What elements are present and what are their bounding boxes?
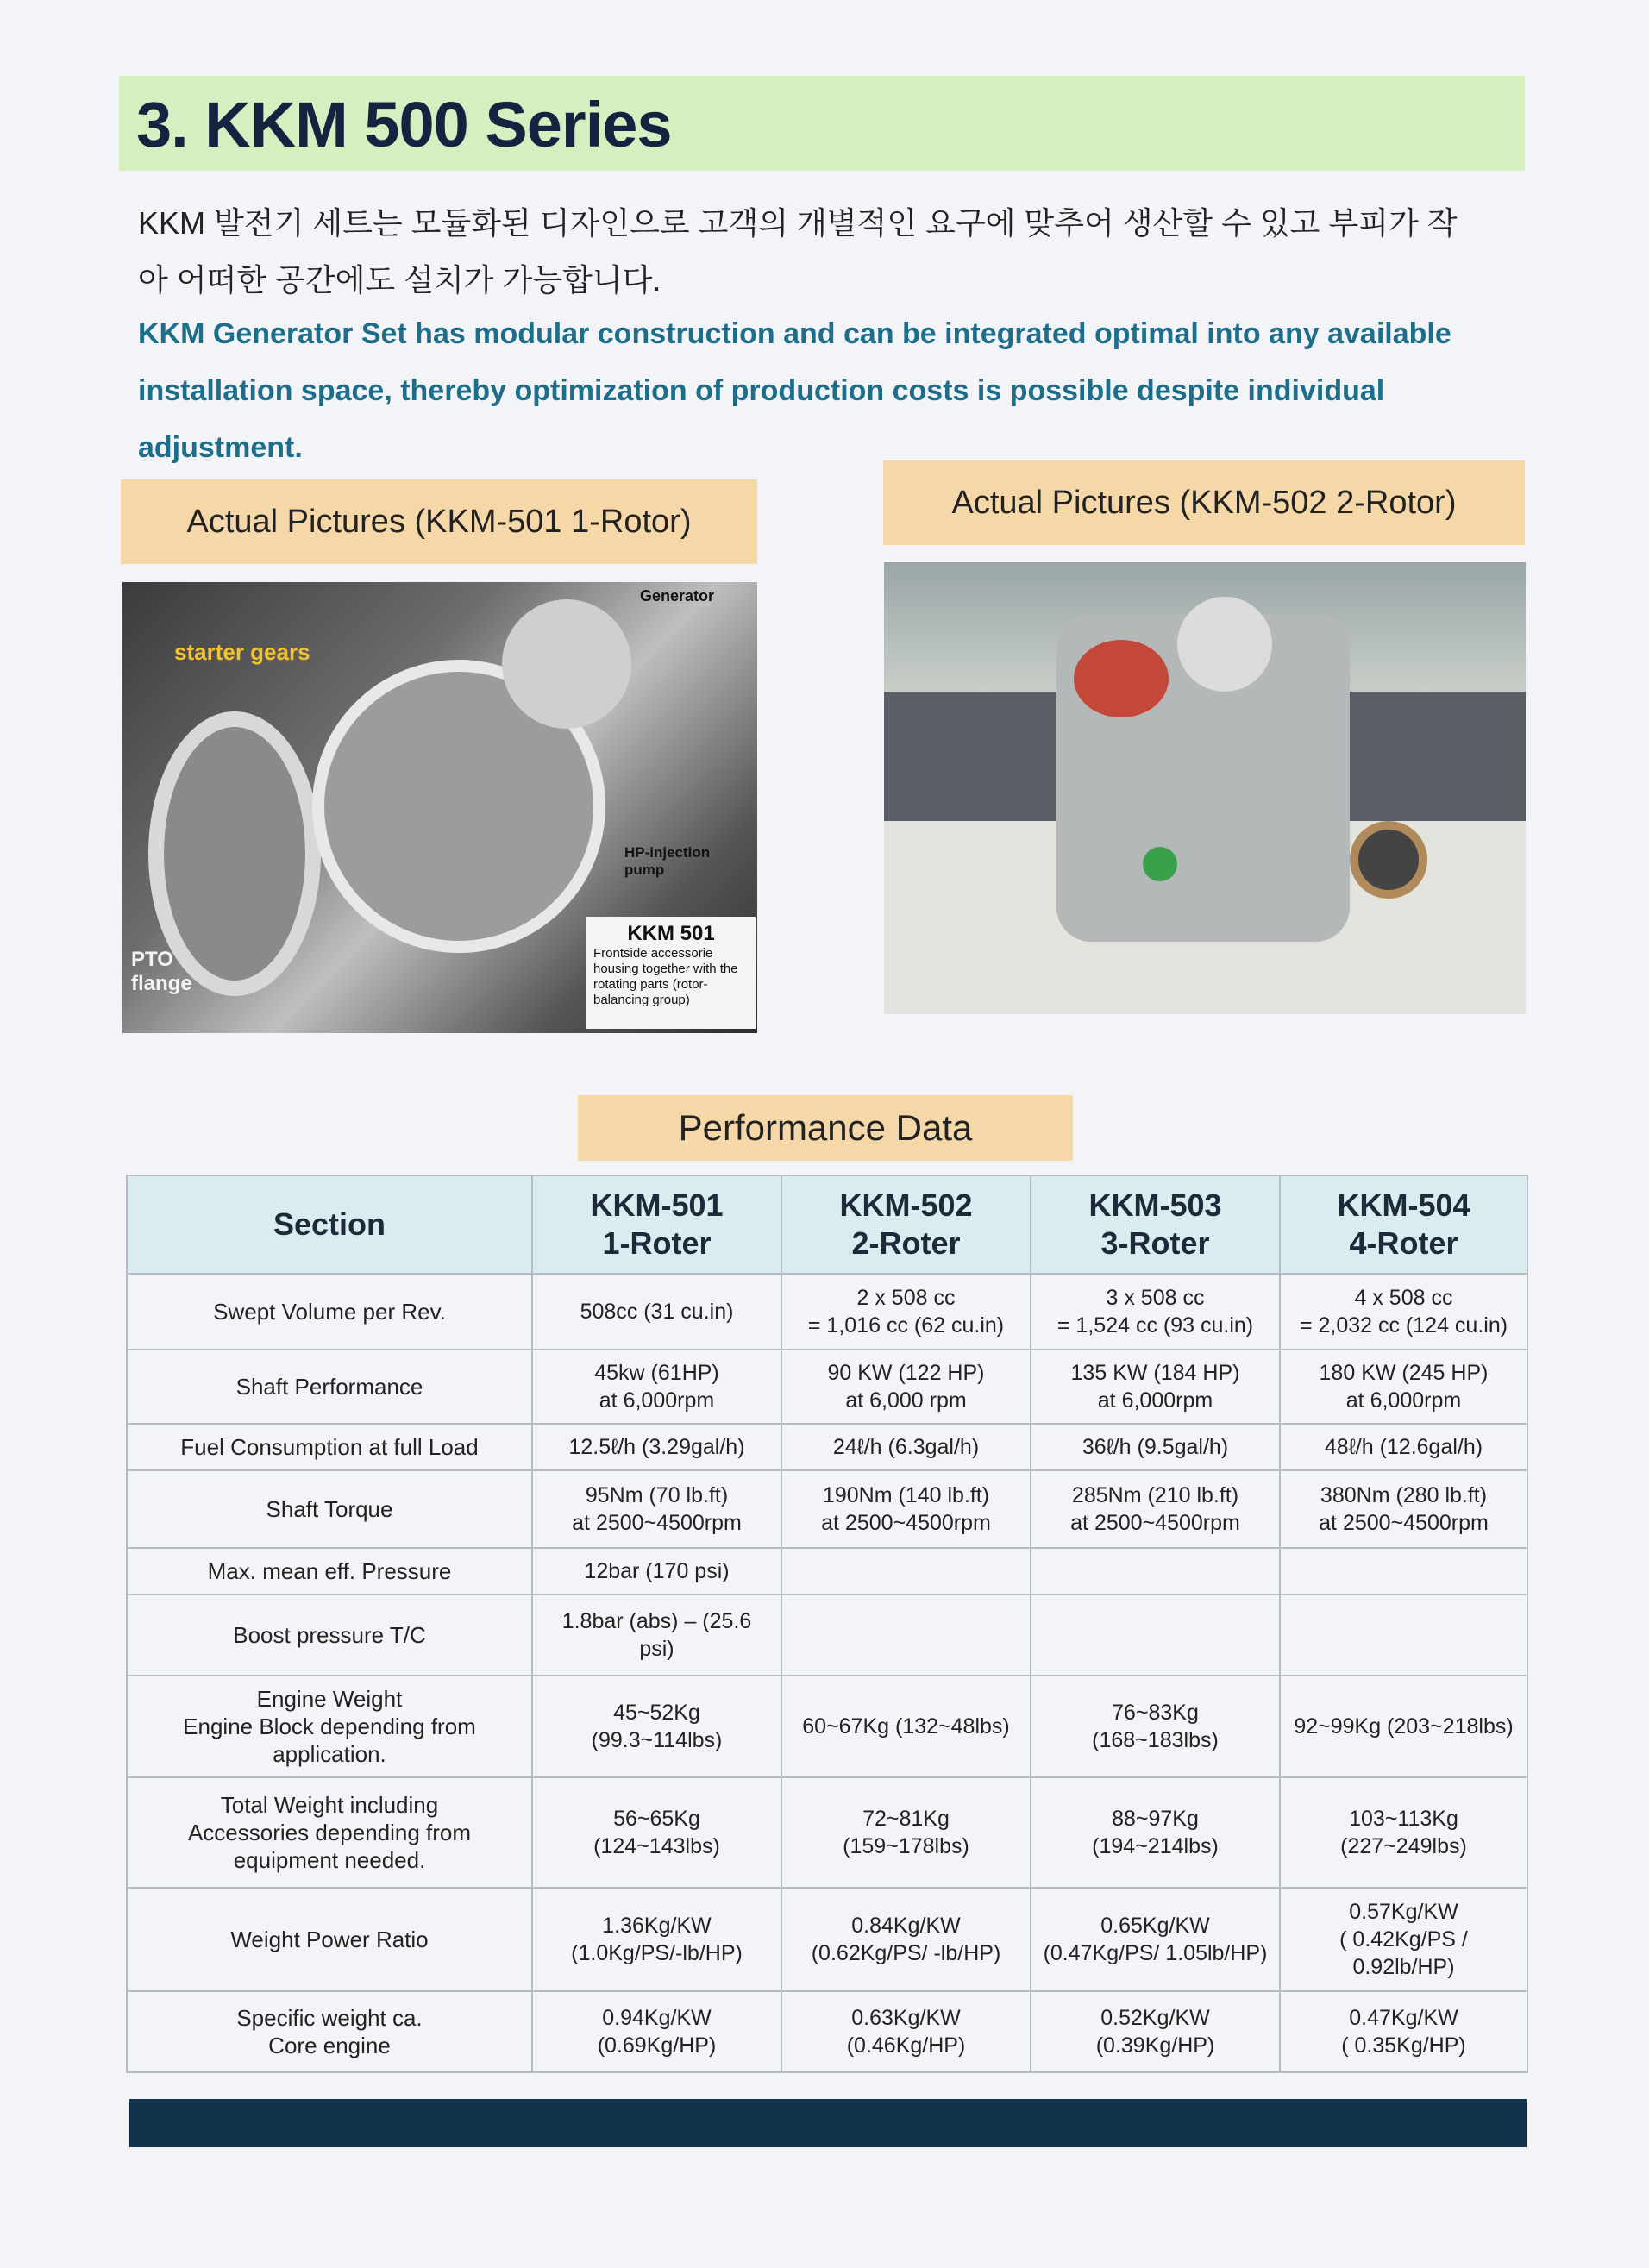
- header-kkm504: KKM-504 4-Roter: [1280, 1175, 1527, 1274]
- table-cell: 72~81Kg (159~178lbs): [781, 1777, 1031, 1888]
- table-cell: 56~65Kg (124~143lbs): [532, 1777, 781, 1888]
- table-cell: 380Nm (280 lb.ft) at 2500~4500rpm: [1280, 1470, 1527, 1548]
- page-title: 3. KKM 500 Series: [136, 89, 672, 160]
- table-row: [127, 1350, 1527, 1424]
- row-label: Engine Weight Engine Block depending from application.: [127, 1676, 532, 1777]
- table-cell: 2 x 508 cc = 1,016 cc (62 cu.in): [781, 1274, 1031, 1350]
- performance-title: Performance Data: [578, 1095, 1073, 1161]
- kkm501-box-title: KKM 501: [627, 922, 715, 945]
- alternator-shape: [1177, 597, 1272, 692]
- table-cell: 76~83Kg (168~183lbs): [1031, 1676, 1280, 1777]
- label-pto-flange: PTO flange: [131, 948, 192, 995]
- table-body: [127, 1274, 1527, 2072]
- table-cell: 92~99Kg (203~218lbs): [1280, 1676, 1527, 1777]
- header-kkm502: KKM-502 2-Roter: [781, 1175, 1031, 1274]
- row-label: Shaft Torque: [127, 1470, 532, 1548]
- row-label: Weight Power Ratio: [127, 1888, 532, 1991]
- green-cap-shape: [1143, 847, 1177, 881]
- header-kkm501: KKM-501 1-Roter: [532, 1175, 781, 1274]
- table-row: [127, 1676, 1527, 1777]
- table-cell: 4 x 508 cc = 2,032 cc (124 cu.in): [1280, 1274, 1527, 1350]
- label-generator: Generator: [640, 587, 715, 605]
- table-cell: 0.63Kg/KW (0.46Kg/HP): [781, 1991, 1031, 2072]
- row-label: Boost pressure T/C: [127, 1594, 532, 1676]
- kkm501-info-box: [586, 917, 756, 1029]
- row-label: Max. mean eff. Pressure: [127, 1548, 532, 1594]
- table-cell: 103~113Kg (227~249lbs): [1280, 1777, 1527, 1888]
- performance-table: [126, 1175, 1528, 2073]
- intro-english: KKM Generator Set has modular construction and can be integrated optimal into any available installation space, thereby optimization of production costs is possible despite individual adjustment.: [138, 317, 1451, 464]
- kkm501-box-text: Frontside accessorie housing together with the rotating parts (rotor-balancing group): [593, 946, 738, 1007]
- table-row: [127, 1470, 1527, 1548]
- label-starter-gears: starter gears: [174, 639, 310, 665]
- table-cell: 135 KW (184 HP) at 6,000rpm: [1031, 1350, 1280, 1424]
- photo-kkm502: [884, 562, 1526, 1014]
- row-label: Total Weight including Accessories depending from equipment needed.: [127, 1777, 532, 1888]
- title-bar: [119, 76, 1525, 171]
- table-cell: [1280, 1548, 1527, 1594]
- table-cell: [781, 1594, 1031, 1676]
- table-cell: 0.84Kg/KW (0.62Kg/PS/ -lb/HP): [781, 1888, 1031, 1991]
- table-cell: 1.36Kg/KW (1.0Kg/PS/-lb/HP): [532, 1888, 781, 1991]
- table-row: [127, 1548, 1527, 1594]
- table-cell: [1031, 1594, 1280, 1676]
- header-kkm503: KKM-503 3-Roter: [1031, 1175, 1280, 1274]
- row-label: Specific weight ca. Core engine: [127, 1991, 532, 2072]
- table-cell: [1031, 1548, 1280, 1594]
- caption-kkm501: Actual Pictures (KKM-501 1-Rotor): [121, 479, 757, 564]
- table-cell: 45~52Kg (99.3~114lbs): [532, 1676, 781, 1777]
- table-cell: 0.47Kg/KW ( 0.35Kg/HP): [1280, 1991, 1527, 2072]
- table-row: [127, 1991, 1527, 2072]
- table-cell: 285Nm (210 lb.ft) at 2500~4500rpm: [1031, 1470, 1280, 1548]
- table-cell: 180 KW (245 HP) at 6,000rpm: [1280, 1350, 1527, 1424]
- table-cell: 45kw (61HP) at 6,000rpm: [532, 1350, 781, 1424]
- label-hp-injection: HP-injection pump: [624, 844, 711, 878]
- table-row: [127, 1888, 1527, 1991]
- table-cell: 90 KW (122 HP) at 6,000 rpm: [781, 1350, 1031, 1424]
- row-label: Shaft Performance: [127, 1350, 532, 1424]
- table-cell: 3 x 508 cc = 1,524 cc (93 cu.in): [1031, 1274, 1280, 1350]
- table-cell: 12bar (170 psi): [532, 1548, 781, 1594]
- table-cell: 60~67Kg (132~48lbs): [781, 1676, 1031, 1777]
- intro-korean: KKM 발전기 세트는 모듈화된 디자인으로 고객의 개별적인 요구에 맞추어 생산할 수 있고 부피가 작아 어떠한 공간에도 설치가 가능합니다.: [138, 205, 1458, 298]
- table-row: [127, 1777, 1527, 1888]
- table-cell: [1280, 1594, 1527, 1676]
- table-cell: 0.94Kg/KW (0.69Kg/HP): [532, 1991, 781, 2072]
- red-housing-shape: [1074, 640, 1169, 717]
- row-label: Fuel Consumption at full Load: [127, 1424, 532, 1470]
- table-cell: 0.57Kg/KW ( 0.42Kg/PS / 0.92lb/HP): [1280, 1888, 1527, 1991]
- pulley-shape: [1350, 821, 1427, 899]
- table-header-row: [127, 1175, 1527, 1274]
- table-cell: 88~97Kg (194~214lbs): [1031, 1777, 1280, 1888]
- generator-shape: [502, 599, 631, 729]
- table-cell: 0.52Kg/KW (0.39Kg/HP): [1031, 1991, 1280, 2072]
- table-cell: 24ℓ/h (6.3gal/h): [781, 1424, 1031, 1470]
- table-cell: 1.8bar (abs) – (25.6 psi): [532, 1594, 781, 1676]
- table-cell: [781, 1548, 1031, 1594]
- photo-kkm501: [122, 582, 757, 1033]
- table-cell: 36ℓ/h (9.5gal/h): [1031, 1424, 1280, 1470]
- footer-bar: [129, 2099, 1527, 2147]
- header-section: Section: [127, 1175, 532, 1274]
- table-row: [127, 1594, 1527, 1676]
- table-cell: 12.5ℓ/h (3.29gal/h): [532, 1424, 781, 1470]
- table-cell: 190Nm (140 lb.ft) at 2500~4500rpm: [781, 1470, 1031, 1548]
- table-row: [127, 1274, 1527, 1350]
- table-cell: 95Nm (70 lb.ft) at 2500~4500rpm: [532, 1470, 781, 1548]
- table-row: [127, 1424, 1527, 1470]
- table-cell: 48ℓ/h (12.6gal/h): [1280, 1424, 1527, 1470]
- row-label: Swept Volume per Rev.: [127, 1274, 532, 1350]
- table-cell: 508cc (31 cu.in): [532, 1274, 781, 1350]
- table-cell: 0.65Kg/KW (0.47Kg/PS/ 1.05lb/HP): [1031, 1888, 1280, 1991]
- caption-kkm502: Actual Pictures (KKM-502 2-Rotor): [883, 460, 1525, 545]
